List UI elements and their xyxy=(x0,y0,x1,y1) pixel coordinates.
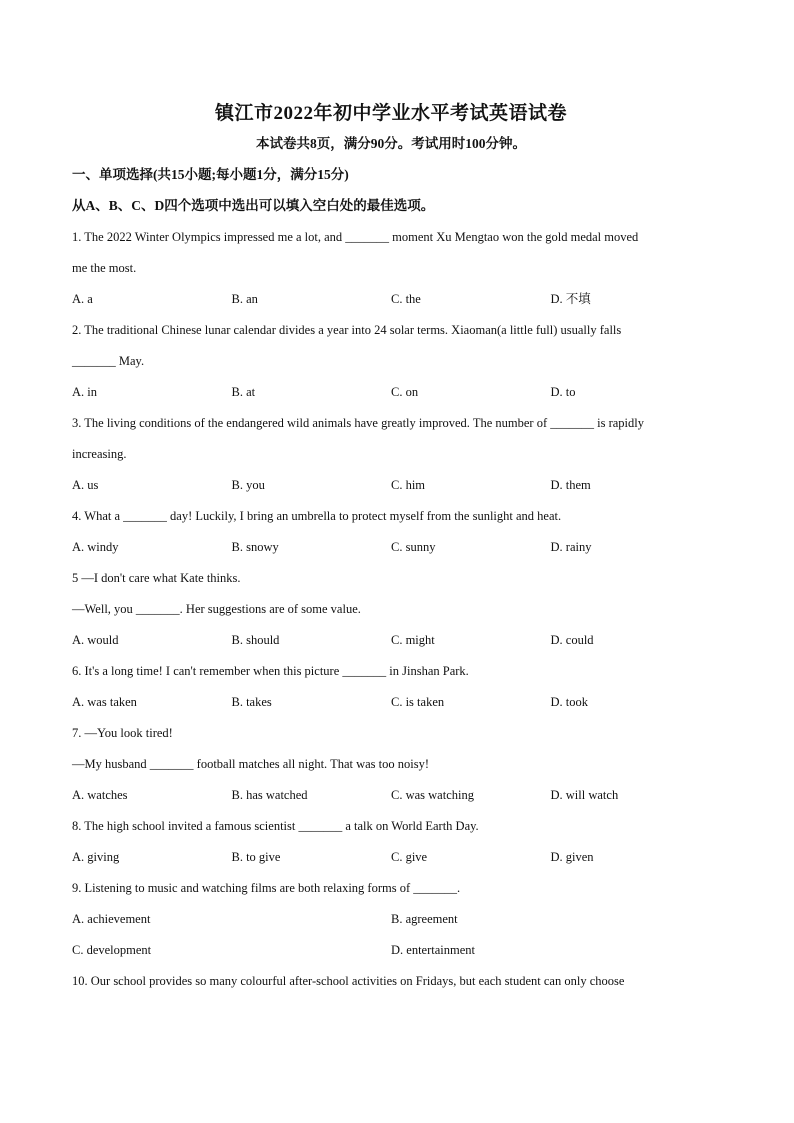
q4-option-c[interactable]: C. sunny xyxy=(391,540,436,554)
q7-option-b[interactable]: B. has watched xyxy=(231,788,308,802)
q1-option-c[interactable]: C. the xyxy=(391,292,421,306)
q9-option-c[interactable]: C. development xyxy=(72,943,152,957)
question-1-options xyxy=(72,289,710,309)
q3-option-d[interactable]: D. them xyxy=(550,478,591,492)
section-instruction: 从A、B、C、D四个选项中选出可以填入空白处的最佳选项。 xyxy=(72,198,435,213)
q4-option-b[interactable]: B. snowy xyxy=(231,540,279,554)
q9-option-d[interactable]: D. entertainment xyxy=(391,943,475,957)
q5-option-b[interactable]: B. should xyxy=(231,633,280,647)
q9-option-a[interactable]: A. achievement xyxy=(72,912,151,926)
exam-subtitle: 本试卷共8页，满分90分。考试用时100分钟。 xyxy=(256,136,526,151)
q7-option-d[interactable]: D. will watch xyxy=(550,788,619,802)
question-8-options xyxy=(72,847,710,867)
question-7-line-2: —My husband _______ football matches all night. That was too noisy! xyxy=(72,757,430,771)
q2-option-b[interactable]: B. at xyxy=(231,385,256,399)
q3-option-b[interactable]: B. you xyxy=(231,478,265,492)
q1-option-b[interactable]: B. an xyxy=(231,292,258,306)
question-4-line-1: 4. What a _______ day! Luckily, I bring an umbrella to protect myself from the sunlight and heat. xyxy=(72,509,562,523)
q8-option-a[interactable]: A. giving xyxy=(72,850,120,864)
q5-option-d[interactable]: D. could xyxy=(550,633,594,647)
q4-option-a[interactable]: A. windy xyxy=(72,540,119,554)
q3-option-a[interactable]: A. us xyxy=(72,478,99,492)
q2-option-a[interactable]: A. in xyxy=(72,385,97,399)
q5-option-c[interactable]: C. might xyxy=(391,633,435,647)
question-9-line-1: 9. Listening to music and watching films are both relaxing forms of _______. xyxy=(72,881,461,895)
q8-option-b[interactable]: B. to give xyxy=(231,850,281,864)
question-10-line-1: 10. Our school provides so many colourful after-school activities on Fridays, but each student can only choose xyxy=(72,974,625,988)
q1-option-d[interactable]: D. 不填 xyxy=(550,292,591,306)
q2-option-d[interactable]: D. to xyxy=(550,385,576,399)
question-3-line-1: 3. The living conditions of the endangered wild animals have greatly improved. The number of _______ is rapidly xyxy=(72,416,644,430)
question-1-line-1: 1. The 2022 Winter Olympics impressed me a lot, and _______ moment Xu Mengtao won the gold medal moved xyxy=(72,230,639,244)
question-6-options xyxy=(72,692,710,712)
question-2-line-2: _______ May. xyxy=(72,354,145,368)
q6-option-d[interactable]: D. took xyxy=(550,695,588,709)
question-1-line-2: me the most. xyxy=(72,261,137,275)
question-7-options xyxy=(72,785,710,805)
q7-option-a[interactable]: A. watches xyxy=(72,788,128,802)
q4-option-d[interactable]: D. rainy xyxy=(550,540,592,554)
q3-option-c[interactable]: C. him xyxy=(391,478,426,492)
q6-option-b[interactable]: B. takes xyxy=(231,695,272,709)
q1-option-a[interactable]: A. a xyxy=(72,292,93,306)
question-5-line-2: —Well, you _______. Her suggestions are of some value. xyxy=(72,602,361,616)
q7-option-c[interactable]: C. was watching xyxy=(391,788,474,802)
question-9-options-row-2 xyxy=(72,940,710,960)
question-2-options xyxy=(72,382,710,402)
q9-option-b[interactable]: B. agreement xyxy=(391,912,458,926)
section-heading: 一、单项选择(共15小题;每小题1分，满分15分) xyxy=(72,167,349,182)
q8-option-d[interactable]: D. given xyxy=(550,850,594,864)
question-2-line-1: 2. The traditional Chinese lunar calendar divides a year into 24 solar terms. Xiaoman(a little full) usually falls xyxy=(72,323,622,337)
question-9-options-row-1 xyxy=(72,909,710,929)
question-6-line-1: 6. It's a long time! I can't remember when this picture _______ in Jinshan Park. xyxy=(72,664,469,678)
q6-option-a[interactable]: A. was taken xyxy=(72,695,137,709)
question-5-options xyxy=(72,630,710,650)
q2-option-c[interactable]: C. on xyxy=(391,385,419,399)
q6-option-c[interactable]: C. is taken xyxy=(391,695,445,709)
question-3-line-2: increasing. xyxy=(72,447,127,461)
question-7-line-1: 7. —You look tired! xyxy=(72,726,173,740)
exam-title: 镇江市2022年初中学业水平考试英语试卷 xyxy=(214,103,567,124)
q5-option-a[interactable]: A. would xyxy=(72,633,119,647)
question-8-line-1: 8. The high school invited a famous scientist _______ a talk on World Earth Day. xyxy=(72,819,479,833)
q8-option-c[interactable]: C. give xyxy=(391,850,428,864)
question-3-options xyxy=(72,475,710,495)
question-4-options xyxy=(72,537,710,557)
question-5-line-1: 5 —I don't care what Kate thinks. xyxy=(72,571,241,585)
